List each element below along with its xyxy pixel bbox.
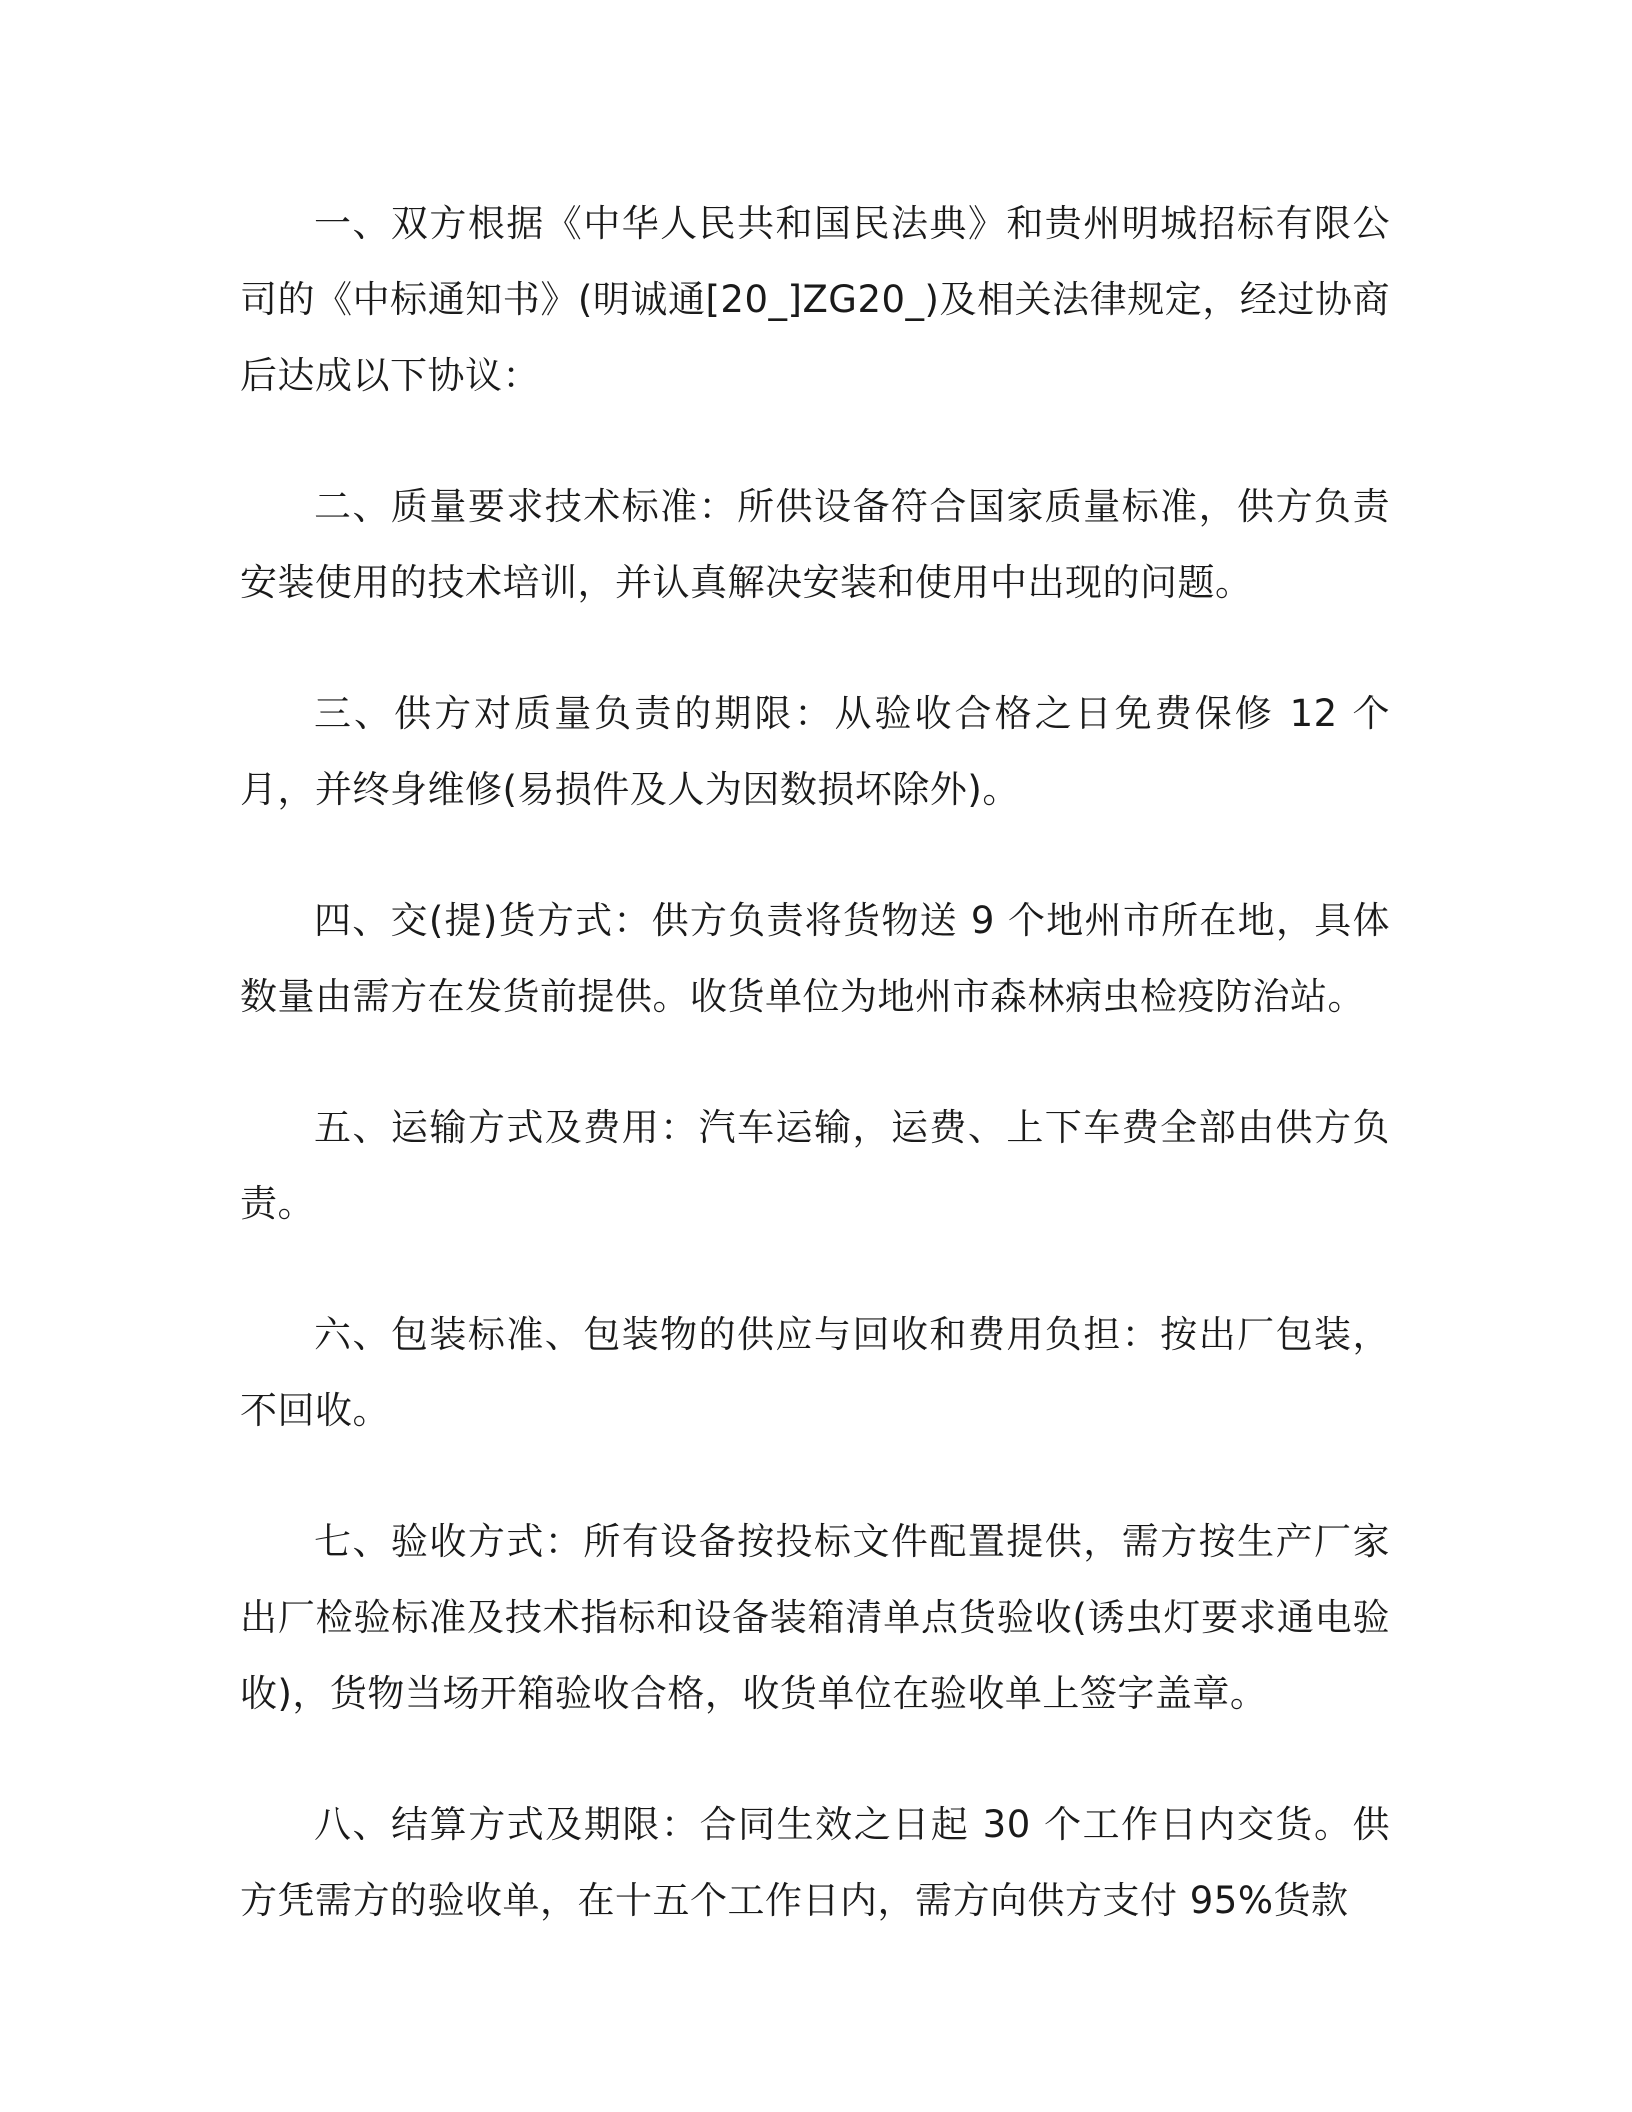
clause-2-paragraph: 二、质量要求技术标准：所供设备符合国家质量标准，供方负责安装使用的技术培训，并认真解决安装和使用中出现的问题。 (240, 485, 1390, 604)
clause-1-paragraph: 一、双方根据《中华人民共和国民法典》和贵州明城招标有限公司的《中标通知书》(明诚通[20_]ZG20_)及相关法律规定，经过协商后达成以下协议： (240, 202, 1390, 397)
clause-5-paragraph: 五、运输方式及费用：汽车运输，运费、上下车费全部由供方负责。 (240, 1106, 1390, 1225)
clause-6-paragraph: 六、包装标准、包装物的供应与回收和费用负担：按出厂包装，不回收。 (240, 1313, 1390, 1432)
clause-3-paragraph: 三、供方对质量负责的期限：从验收合格之日免费保修 12 个月，并终身维修(易损件及人为因数损坏除外)。 (240, 692, 1390, 811)
document-page (240, 186, 1390, 1994)
clause-4-paragraph: 四、交(提)货方式：供方负责将货物送 9 个地州市所在地，具体数量由需方在发货前提供。收货单位为地州市森林病虫检疫防治站。 (240, 899, 1390, 1018)
clause-7-paragraph: 七、验收方式：所有设备按投标文件配置提供，需方按生产厂家出厂检验标准及技术指标和设备装箱清单点货验收(诱虫灯要求通电验收)，货物当场开箱验收合格，收货单位在验收单上签字盖章。 (240, 1520, 1390, 1715)
clause-8-paragraph: 八、结算方式及期限：合同生效之日起 30 个工作日内交货。供方凭需方的验收单，在十五个工作日内，需方向供方支付 95%货款 (240, 1803, 1390, 1922)
